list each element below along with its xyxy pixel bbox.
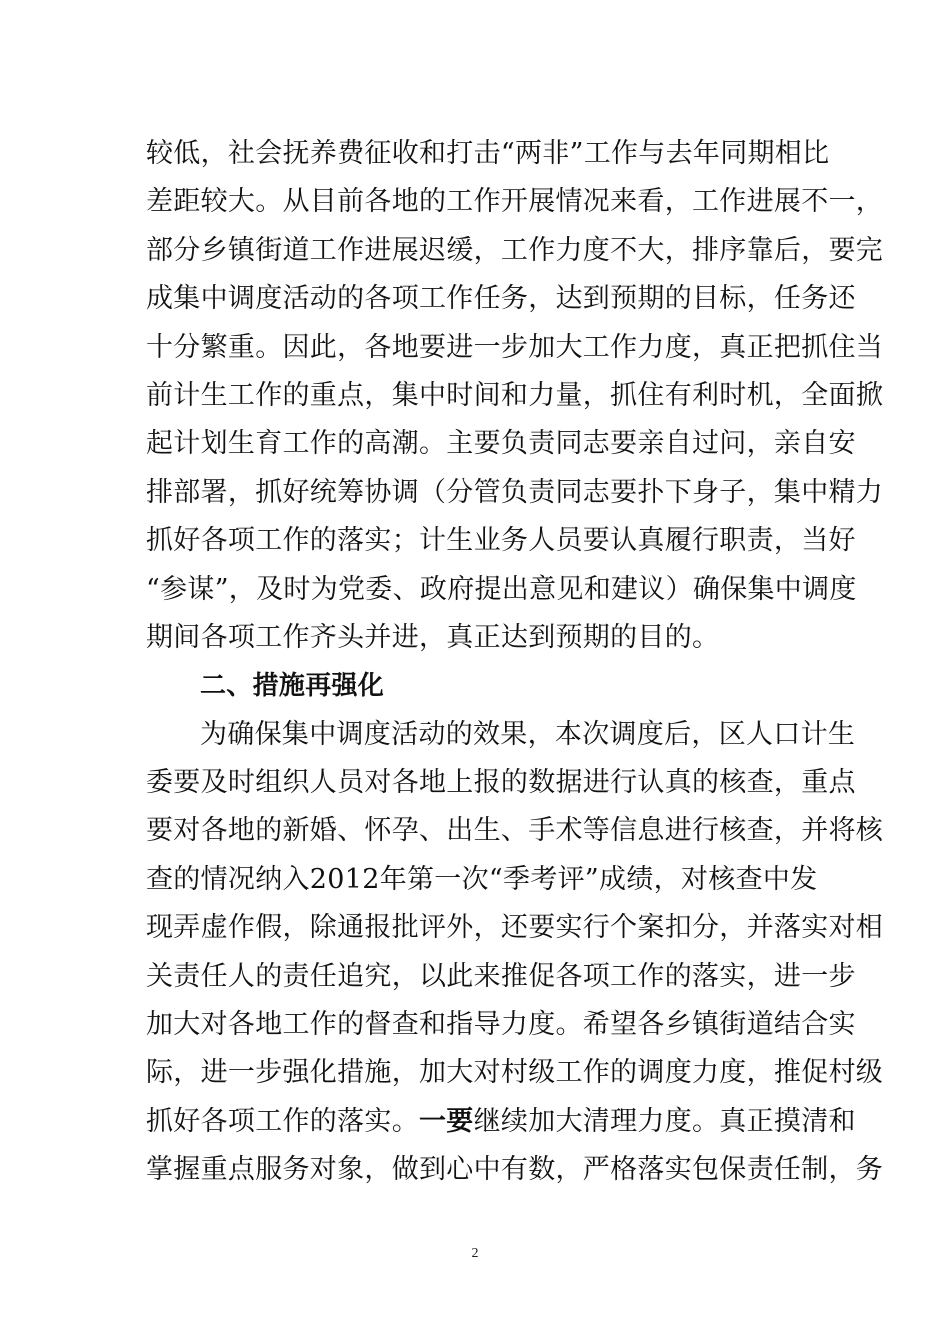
- paragraph-line: 部分乡镇街道工作进展迟缓，工作力度不大，排序靠后，要完: [146, 234, 884, 266]
- paragraph-line: 前计生工作的重点，集中时间和力量，抓住有利时机，全面掀: [146, 379, 884, 411]
- paragraph-line: 加大对各地工作的督查和指导力度。希望各乡镇街道结合实: [146, 1009, 856, 1041]
- line-tail-text: 继续加大清理力度。真正摸清和: [473, 1105, 856, 1137]
- paragraph-line: 现弄虚作假，除通报批评外，还要实行个案扣分，并落实对相: [146, 912, 884, 944]
- paragraph-line: 委要及时组织人员对各地上报的数据进行认真的核查，重点: [146, 767, 856, 799]
- line-lead-text: 抓好各项工作的落实。: [146, 1105, 419, 1137]
- paragraph-line: 较低，社会抚养费征收和打击“两非”工作与去年同期相比: [146, 138, 830, 169]
- paragraph-line: “参谋”，及时为党委、政府提出意见和建议）确保集中调度: [146, 573, 857, 605]
- paragraph-line: 抓好各项工作的落实；计生业务人员要认真履行职责，当好: [146, 525, 856, 557]
- section-heading: 二、措施再强化: [200, 671, 385, 702]
- paragraph-line: 要对各地的新婚、怀孕、出生、手术等信息进行核查，并将核: [146, 815, 884, 847]
- paragraph-line: 关责任人的责任追究，以此来推促各项工作的落实，进一步: [146, 960, 856, 992]
- paragraph-line: 十分繁重。因此，各地要进一步加大工作力度，真正把抓住当: [146, 331, 884, 363]
- paragraph-line: 查的情况纳入2012年第一次“季考评”成绩，对核查中发: [146, 863, 818, 895]
- paragraph-line: 际，进一步强化措施，加大对村级工作的调度力度，推促村级: [146, 1057, 884, 1089]
- paragraph-line: 掌握重点服务对象，做到心中有数，严格落实包保责任制，务: [146, 1154, 884, 1186]
- emphasis-text: 一要: [419, 1105, 474, 1137]
- paragraph-line: 差距较大。从目前各地的工作开展情况来看，工作进展不一，: [146, 186, 884, 218]
- paragraph-line: 成集中调度活动的各项工作任务，达到预期的目标，任务还: [146, 283, 856, 315]
- paragraph-line: 期间各项工作齐头并进，真正达到预期的目的。: [146, 621, 720, 653]
- paragraph-line: 排部署，抓好统筹协调（分管负责同志要扑下身子，集中精力: [146, 476, 884, 508]
- paragraph-line: 为确保集中调度活动的效果，本次调度后，区人口计生: [200, 718, 856, 750]
- paragraph-line: 起计划生育工作的高潮。主要负责同志要亲自过问，亲自安: [146, 428, 856, 460]
- paragraph-line-with-emphasis: [146, 1098, 856, 1146]
- body-text: [146, 130, 884, 1195]
- page-number: 2: [471, 1246, 479, 1261]
